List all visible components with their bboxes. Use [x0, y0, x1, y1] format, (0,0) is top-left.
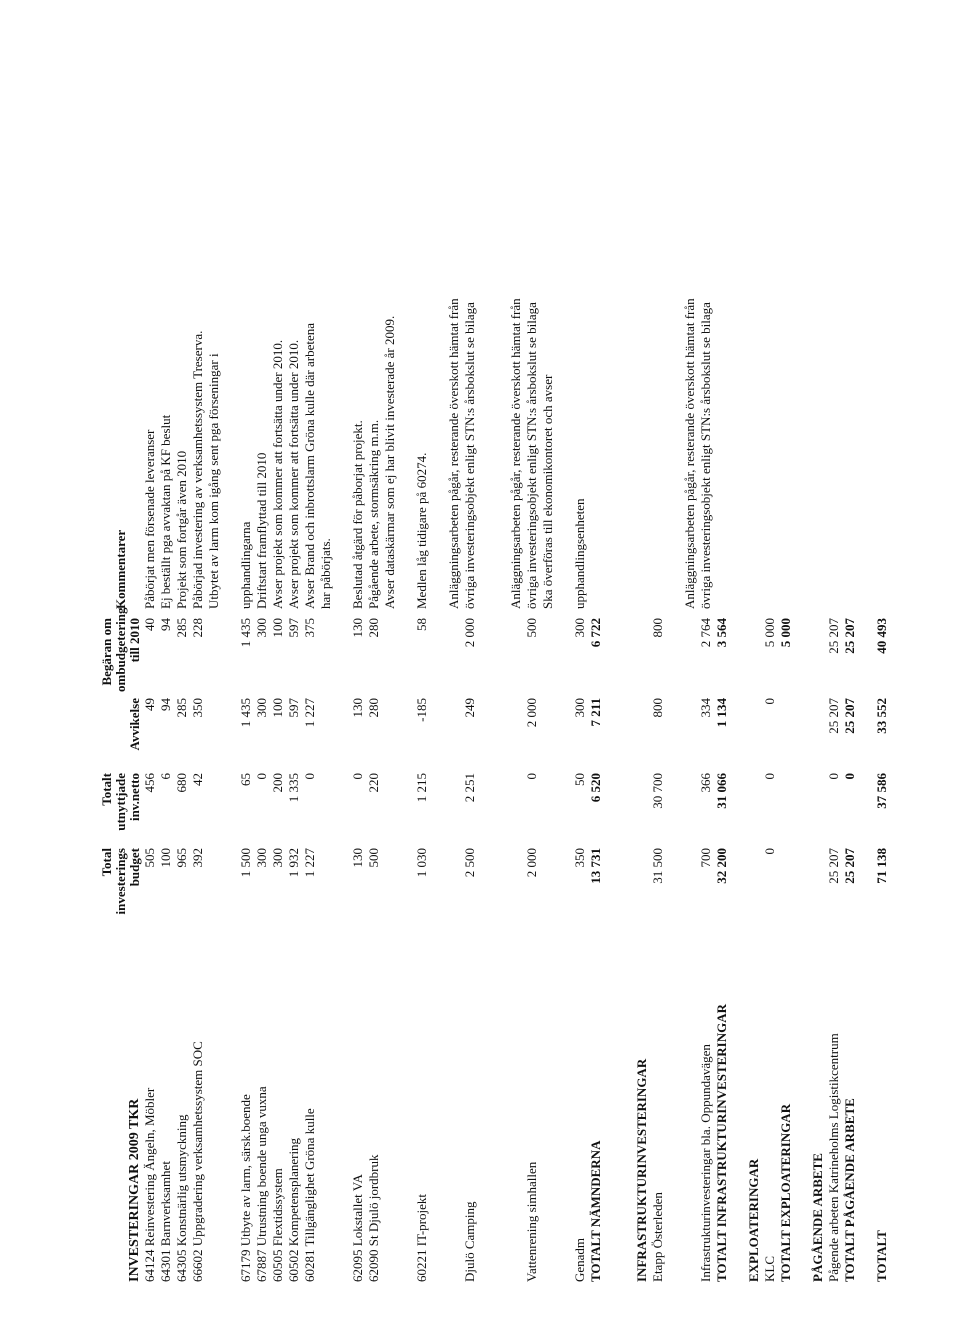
- row-avvikelse: 25 207: [826, 698, 841, 734]
- row-budget: [382, 845, 398, 930]
- row-budget: [778, 845, 794, 930]
- row-utnyttjade: 0: [350, 773, 365, 780]
- row-budget: 1 227: [302, 848, 317, 878]
- row-comment: [588, 35, 604, 615]
- row-begaran: 58: [414, 618, 429, 631]
- table-row: [762, 35, 778, 1285]
- row-avvikelse: [746, 695, 762, 770]
- row-utnyttjade: 366: [698, 773, 713, 793]
- row-comment: Beslutad åtgärd för påborjat projekt.: [350, 420, 365, 609]
- row-comment: Avser projekt som kommer att fortsätta under 2010.: [270, 339, 285, 609]
- row-label: Genadm: [572, 1237, 587, 1282]
- row-avvikelse: [634, 695, 650, 770]
- row-begaran: 285: [174, 618, 189, 638]
- table-row: [682, 35, 698, 1285]
- row-utnyttjade: 680: [174, 773, 189, 793]
- row-budget: 130: [350, 848, 365, 868]
- row-label: 66602 Uppgradering verksamhetssystem SOC: [190, 1041, 205, 1282]
- row-label: Etapp Österleden: [650, 1192, 665, 1282]
- row-utnyttjade: 1 215: [414, 773, 429, 803]
- table-row: [746, 35, 762, 1285]
- row-label: Vattenrening simhallen: [524, 1161, 539, 1282]
- row-avvikelse: [778, 695, 794, 770]
- row-label: 60505 Flextidssystem: [270, 1168, 285, 1282]
- table-row: [318, 35, 334, 1285]
- table-row: [174, 35, 190, 1285]
- table-row: [826, 35, 842, 1285]
- row-utnyttjade: 2 251: [462, 773, 477, 803]
- row-comment: Ej beställt pga avvaktan på KF beslut: [158, 414, 173, 609]
- rotated-table-container: [99, 35, 889, 1285]
- row-avvikelse: [446, 695, 462, 770]
- row-utnyttjade: [540, 770, 556, 845]
- row-avvikelse: [540, 695, 556, 770]
- row-budget: [318, 845, 334, 930]
- row-utnyttjade: 0: [254, 773, 269, 780]
- row-budget: [446, 845, 462, 930]
- row-comment: [778, 35, 794, 615]
- row-utnyttjade: 200: [270, 773, 285, 793]
- row-begaran: [382, 615, 398, 695]
- row-begaran: 300: [572, 618, 587, 638]
- row-label: [540, 930, 556, 1285]
- row-avvikelse: [382, 695, 398, 770]
- row-avvikelse: 33 552: [874, 698, 889, 734]
- row-avvikelse: 25 207: [842, 698, 857, 734]
- row-label: 62095 Lokstallet VA: [350, 1174, 365, 1282]
- row-budget: 965: [174, 848, 189, 868]
- row-label: 67887 Utrustning boende unga vuxna: [254, 1086, 269, 1282]
- table-row: [810, 35, 826, 1285]
- table-row: [778, 35, 794, 1285]
- header-avvikelse: Avvikelse: [127, 698, 142, 751]
- row-budget: 25 207: [826, 848, 841, 884]
- row-avvikelse: 7 211: [588, 698, 603, 727]
- spacer-row: [222, 35, 238, 1285]
- row-begaran: 40 493: [874, 618, 889, 654]
- row-budget: 350: [572, 848, 587, 868]
- row-begaran: 375: [302, 618, 317, 638]
- row-budget: 300: [270, 848, 285, 868]
- row-comment: Ska överföras till ekonomikontoret och avser: [540, 374, 555, 609]
- row-budget: 1 030: [414, 848, 429, 878]
- row-comment: Anläggningsarbeten pågår, resterande överskott hämtat från: [508, 298, 523, 609]
- spacer-row: [794, 35, 810, 1285]
- row-comment: Påbörjat men försenade leveranser: [142, 429, 157, 609]
- table-row: [206, 35, 222, 1285]
- table-title: INVESTERINGAR 2009 TKR: [127, 1098, 142, 1282]
- row-label: 64301 Barnverksamhet: [158, 1161, 173, 1282]
- row-comment: har påbörjats.: [318, 538, 333, 609]
- row-utnyttjade: 1 335: [286, 773, 301, 803]
- table-row: [462, 35, 478, 1285]
- row-budget: 392: [190, 848, 205, 868]
- row-begaran: 300: [254, 618, 269, 638]
- row-begaran: 100: [270, 618, 285, 638]
- row-comment: [810, 35, 826, 615]
- row-budget: 25 207: [842, 848, 857, 884]
- row-avvikelse: 334: [698, 698, 713, 718]
- row-comment: Utbytet av larm kom igång sent pga förseningar i: [206, 353, 221, 609]
- table-row: [714, 35, 730, 1285]
- row-utnyttjade: [318, 770, 334, 845]
- row-budget: 505: [142, 848, 157, 868]
- row-budget: 1 932: [286, 848, 301, 878]
- row-avvikelse: 94: [158, 698, 173, 711]
- row-begaran: [810, 615, 826, 695]
- row-avvikelse: 100: [270, 698, 285, 718]
- row-comment: [650, 35, 666, 615]
- row-utnyttjade: 0: [524, 773, 539, 780]
- row-utnyttjade: 0: [826, 773, 841, 780]
- row-comment: [842, 35, 858, 615]
- row-comment: övriga investeringsobjekt enligt STN:s årsbokslut se bilaga: [698, 302, 713, 609]
- row-begaran: [446, 615, 462, 695]
- table-row: [302, 35, 318, 1285]
- row-comment: [874, 35, 890, 615]
- row-label: [382, 930, 398, 1285]
- row-label: 67179 Utbyte av larm, särsk.boende: [238, 1094, 253, 1282]
- row-label: 64305 Konstnärlig utsmyckning: [174, 1114, 189, 1282]
- row-utnyttjade: [508, 770, 524, 845]
- row-utnyttjade: [206, 770, 222, 845]
- row-budget: 0: [762, 848, 777, 855]
- row-utnyttjade: 0: [302, 773, 317, 780]
- row-label: TOTALT PÅGÅENDE ARBETE: [842, 1098, 857, 1282]
- table-row: [508, 35, 524, 1285]
- row-avvikelse: [206, 695, 222, 770]
- row-begaran: 228: [190, 618, 205, 638]
- row-begaran: 2 000: [462, 618, 477, 648]
- row-utnyttjade: [682, 770, 698, 845]
- row-avvikelse: 300: [572, 698, 587, 718]
- row-utnyttjade: [634, 770, 650, 845]
- row-utnyttjade: 65: [238, 773, 253, 786]
- row-utnyttjade: 0: [842, 773, 857, 780]
- row-label: TOTALT NÄMNDERNA: [588, 1140, 603, 1282]
- spacer-row: [730, 35, 746, 1285]
- row-label: [206, 930, 222, 1285]
- row-avvikelse: 1 227: [302, 698, 317, 728]
- table-row: [286, 35, 302, 1285]
- row-avvikelse: [682, 695, 698, 770]
- row-label: [508, 930, 524, 1285]
- table-body: [142, 35, 890, 1285]
- row-avvikelse: [508, 695, 524, 770]
- row-begaran: 3 564: [714, 618, 729, 648]
- row-begaran: 130: [350, 618, 365, 638]
- row-utnyttjade: 42: [190, 773, 205, 786]
- row-begaran: 5 000: [762, 618, 777, 648]
- row-avvikelse: 249: [462, 698, 477, 718]
- row-avvikelse: [318, 695, 334, 770]
- row-budget: [508, 845, 524, 930]
- row-begaran: 2 764: [698, 618, 713, 648]
- row-utnyttjade: [382, 770, 398, 845]
- row-begaran: 40: [142, 618, 157, 631]
- row-budget: 13 731: [588, 848, 603, 884]
- row-utnyttjade: [446, 770, 462, 845]
- table-row: [254, 35, 270, 1285]
- row-begaran: 5 000: [778, 618, 793, 648]
- row-avvikelse: 280: [366, 698, 381, 718]
- row-label: INFRASTRUKTURINVESTERINGAR: [634, 1058, 649, 1282]
- row-comment: Anläggningsarbeten pågår, resterande överskott hämtat från: [446, 298, 461, 609]
- table-row: [382, 35, 398, 1285]
- row-avvikelse: 285: [174, 698, 189, 718]
- row-begaran: 25 207: [826, 618, 841, 654]
- row-comment: [826, 35, 842, 615]
- spacer-row: [430, 35, 446, 1285]
- table-row: [698, 35, 714, 1285]
- row-avvikelse: 0: [762, 698, 777, 705]
- header-utnyttjade: Totalt utnyttjade inv.netto: [99, 773, 142, 831]
- row-begaran: [746, 615, 762, 695]
- row-begaran: 500: [524, 618, 539, 638]
- row-avvikelse: [810, 695, 826, 770]
- row-label: 64124 Reinvestering Ängeln, Möbler: [142, 1087, 157, 1282]
- row-budget: [206, 845, 222, 930]
- row-begaran: [318, 615, 334, 695]
- row-comment: Pågående arbete, stormsäkring m.m.: [366, 419, 381, 609]
- row-comment: Medlen låg tidigare på 60274.: [414, 452, 429, 609]
- table-row: [414, 35, 430, 1285]
- row-label: TOTALT INFRASTRUKTURINVESTERINGAR: [714, 1003, 729, 1282]
- row-begaran: 597: [286, 618, 301, 638]
- row-budget: [810, 845, 826, 930]
- row-comment: Avser Brand och inbrottslarm Gröna kulle där arbetena: [302, 322, 317, 609]
- row-comment: Projekt som fortgår även 2010: [174, 450, 189, 609]
- row-comment: Driftstart framflyttad till 2010: [254, 452, 269, 609]
- row-label: Djulö Camping: [462, 1201, 477, 1282]
- row-label: Infrastrukturinvesteringar bla. Oppundavägen: [698, 1044, 713, 1282]
- row-avvikelse: -185: [414, 698, 429, 722]
- row-utnyttjade: 456: [142, 773, 157, 793]
- header-kommentarer: Kommentarer: [113, 529, 128, 609]
- row-budget: [682, 845, 698, 930]
- row-avvikelse: 2 000: [524, 698, 539, 728]
- table-row: [158, 35, 174, 1285]
- row-utnyttjade: 50: [572, 773, 587, 786]
- row-comment: [714, 35, 730, 615]
- row-budget: 32 200: [714, 848, 729, 884]
- row-label: EXPLOATERINGAR: [746, 1158, 761, 1282]
- row-avvikelse: 130: [350, 698, 365, 718]
- spacer-row: [858, 35, 874, 1285]
- row-begaran: 800: [650, 618, 665, 638]
- row-begaran: 280: [366, 618, 381, 638]
- table-row: [524, 35, 540, 1285]
- row-avvikelse: 350: [190, 698, 205, 718]
- row-label: 60281 Tillgänglighet Gröna kulle: [302, 1108, 317, 1282]
- row-comment: Avser dataskärmar som ej har blivit investerade år 2009.: [382, 315, 397, 609]
- row-begaran: 1 435: [238, 618, 253, 648]
- spacer-row: [604, 35, 634, 1285]
- table-row: [634, 35, 650, 1285]
- row-budget: [746, 845, 762, 930]
- row-label: [682, 930, 698, 1285]
- row-begaran: [634, 615, 650, 695]
- row-label: [446, 930, 462, 1285]
- spacer-row: [478, 35, 508, 1285]
- row-utnyttjade: 37 586: [874, 773, 889, 809]
- row-budget: 500: [366, 848, 381, 868]
- header-total-budget: Total investerings budget: [99, 848, 142, 915]
- row-label: 60221 IT-projekt: [414, 1194, 429, 1282]
- row-budget: 1 500: [238, 848, 253, 878]
- spacer-row: [556, 35, 572, 1285]
- row-budget: 2 500: [462, 848, 477, 878]
- row-utnyttjade: 6: [158, 773, 173, 780]
- spacer-row: [334, 35, 350, 1285]
- row-label: PÅGÅENDE ARBETE: [810, 1153, 825, 1282]
- row-budget: [540, 845, 556, 930]
- header-row: [100, 35, 142, 1285]
- row-label: [318, 930, 334, 1285]
- row-avvikelse: 800: [650, 698, 665, 718]
- row-begaran: [540, 615, 556, 695]
- spacer-row: [666, 35, 682, 1285]
- row-budget: 100: [158, 848, 173, 868]
- row-utnyttjade: [778, 770, 794, 845]
- row-comment: övriga investeringsobjekt enligt STN:s årsbokslut se bilaga: [462, 302, 477, 609]
- row-budget: 71 138: [874, 848, 889, 884]
- table-row: [350, 35, 366, 1285]
- table-row: [366, 35, 382, 1285]
- row-label: 60502 Kompetensplanering: [286, 1137, 301, 1282]
- row-begaran: [206, 615, 222, 695]
- row-budget: 700: [698, 848, 713, 868]
- row-utnyttjade: 31 066: [714, 773, 729, 809]
- row-utnyttjade: 30 700: [650, 773, 665, 809]
- row-label: TOTALT: [874, 1230, 889, 1282]
- row-begaran: 6 722: [588, 618, 603, 648]
- row-utnyttjade: [746, 770, 762, 845]
- row-comment: [762, 35, 778, 615]
- spacer-row: [398, 35, 414, 1285]
- row-comment: Avser projekt som kommer att fortsätta under 2010.: [286, 339, 301, 609]
- table-row: [842, 35, 858, 1285]
- row-label: TOTALT EXPLOATERINGAR: [778, 1103, 793, 1282]
- table-row: [650, 35, 666, 1285]
- table-row: [588, 35, 604, 1285]
- row-utnyttjade: 220: [366, 773, 381, 793]
- header-begaran: Begäran om ombudgetering till 2010: [99, 607, 142, 692]
- table-row: [572, 35, 588, 1285]
- row-budget: 2 000: [524, 848, 539, 878]
- investment-table: [100, 35, 890, 1285]
- row-comment: Påbörjad investering av verksamhetssystem Treserva.: [190, 330, 205, 609]
- row-budget: [634, 845, 650, 930]
- table-row: [238, 35, 254, 1285]
- row-avvikelse: 597: [286, 698, 301, 718]
- row-label: Pågende arbeten Katrineholms Logistikcentrum: [826, 1033, 841, 1282]
- row-label: KLC: [762, 1256, 777, 1282]
- row-avvikelse: 1 134: [714, 698, 729, 728]
- row-begaran: [508, 615, 524, 695]
- row-comment: upphandlingsenheten: [572, 498, 587, 609]
- row-budget: 300: [254, 848, 269, 868]
- row-comment: [634, 35, 650, 615]
- row-avvikelse: 49: [142, 698, 157, 711]
- row-avvikelse: 300: [254, 698, 269, 718]
- row-comment: [746, 35, 762, 615]
- table-row: [540, 35, 556, 1285]
- row-begaran: 94: [158, 618, 173, 631]
- row-avvikelse: 1 435: [238, 698, 253, 728]
- table-row: [446, 35, 462, 1285]
- row-comment: Anläggningsarbeten pågår, resterande överskott hämtat från: [682, 298, 697, 609]
- row-label: 62090 St Djulö jordbruk: [366, 1154, 381, 1282]
- row-begaran: 25 207: [842, 618, 857, 654]
- row-utnyttjade: [810, 770, 826, 845]
- table-row: [270, 35, 286, 1285]
- row-begaran: [682, 615, 698, 695]
- table-row: [142, 35, 158, 1285]
- row-comment: övriga investeringsobjekt enligt STN:s årsbokslut se bilaga: [524, 302, 539, 609]
- row-comment: upphandlingarna: [238, 521, 253, 609]
- table-row: [190, 35, 206, 1285]
- table-row: [874, 35, 890, 1285]
- row-utnyttjade: 0: [762, 773, 777, 780]
- row-budget: 31 500: [650, 848, 665, 884]
- row-utnyttjade: 6 520: [588, 773, 603, 803]
